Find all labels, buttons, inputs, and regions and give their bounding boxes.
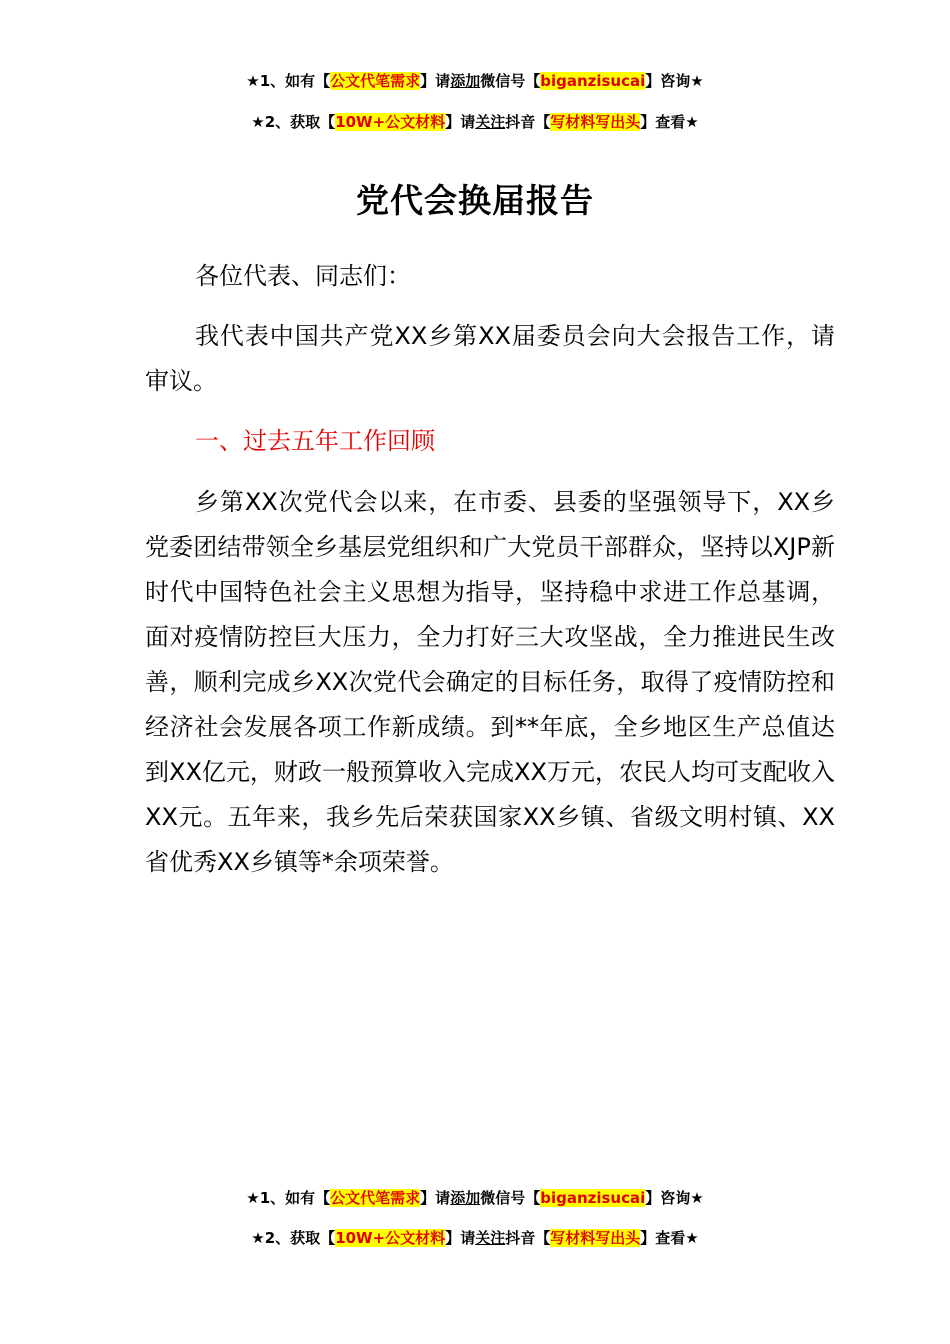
ad-text: ★1、如有【	[246, 1189, 331, 1207]
section-heading: 一、过去五年工作回顾	[195, 427, 435, 455]
ad-highlight: 公文代笔需求	[330, 1189, 421, 1207]
footer-ad-line-2	[0, 1227, 950, 1249]
header-ad-line-2	[0, 111, 950, 133]
ad-text: 】请	[445, 113, 476, 131]
ad-text: 】查看★	[640, 113, 699, 131]
intro-paragraph: 我代表中国共产党XX乡第XX届委员会向大会报告工作，请审议。	[145, 322, 835, 395]
ad-highlight-douyin-id: 写材料写出头	[550, 113, 641, 131]
section-body-paragraph: 乡第XX次党代会以来，在市委、县委的坚强领导下，XX乡党委团结带领全乡基层党组织和广大党员干部群众，坚持以XJP新时代中国特色社会主义思想为指导，坚持稳中求进工作总基调，面对疫情防控巨大压力，全力打好三大攻坚战，全力推进民生改善，顺利完成乡XX次党代会确定的目标任务，取得了疫情防控和经济社会发展各项工作新成绩。到**年底，全乡地区生产总值达到XX亿元，财政一般预算收入完成XX万元，农民人均可支配收入XX元。五年来，我乡先后荣获国家XX乡镇、省级文明村镇、XX省优秀XX乡镇等*余项荣誉。	[145, 488, 835, 876]
ad-highlight: 10W+公文材料	[335, 1229, 446, 1247]
ad-text: 抖音【	[505, 1229, 551, 1247]
ad-text: 抖音【	[505, 113, 551, 131]
ad-highlight: 10W+公文材料	[335, 113, 446, 131]
ad-text: 】请	[420, 1189, 451, 1207]
ad-text: ★2、获取【	[251, 113, 336, 131]
ad-text: 】咨询★	[645, 1189, 704, 1207]
ad-text: 】查看★	[640, 1229, 699, 1247]
ad-text: 】请	[445, 1229, 476, 1247]
ad-text: 微信号【	[480, 1189, 541, 1207]
ad-highlight-douyin-id: 写材料写出头	[550, 1229, 641, 1247]
ad-highlight-wechat-id: biganzisucai	[540, 1189, 646, 1207]
ad-text: 微信号【	[480, 72, 541, 90]
document-title: 党代会换届报告	[356, 181, 594, 220]
ad-text: 】请	[420, 72, 451, 90]
ad-underline: 添加	[450, 72, 481, 90]
ad-underline: 添加	[450, 1189, 481, 1207]
ad-text: 】咨询★	[645, 72, 704, 90]
ad-highlight: 公文代笔需求	[330, 72, 421, 90]
salutation: 各位代表、同志们：	[195, 262, 411, 290]
footer-ad-line-1	[0, 1187, 950, 1209]
ad-highlight-wechat-id: biganzisucai	[540, 72, 646, 90]
header-ad-line-1	[0, 70, 950, 92]
ad-underline: 关注	[475, 1229, 506, 1247]
ad-text: ★2、获取【	[251, 1229, 336, 1247]
ad-underline: 关注	[475, 113, 506, 131]
ad-text: ★1、如有【	[246, 72, 331, 90]
